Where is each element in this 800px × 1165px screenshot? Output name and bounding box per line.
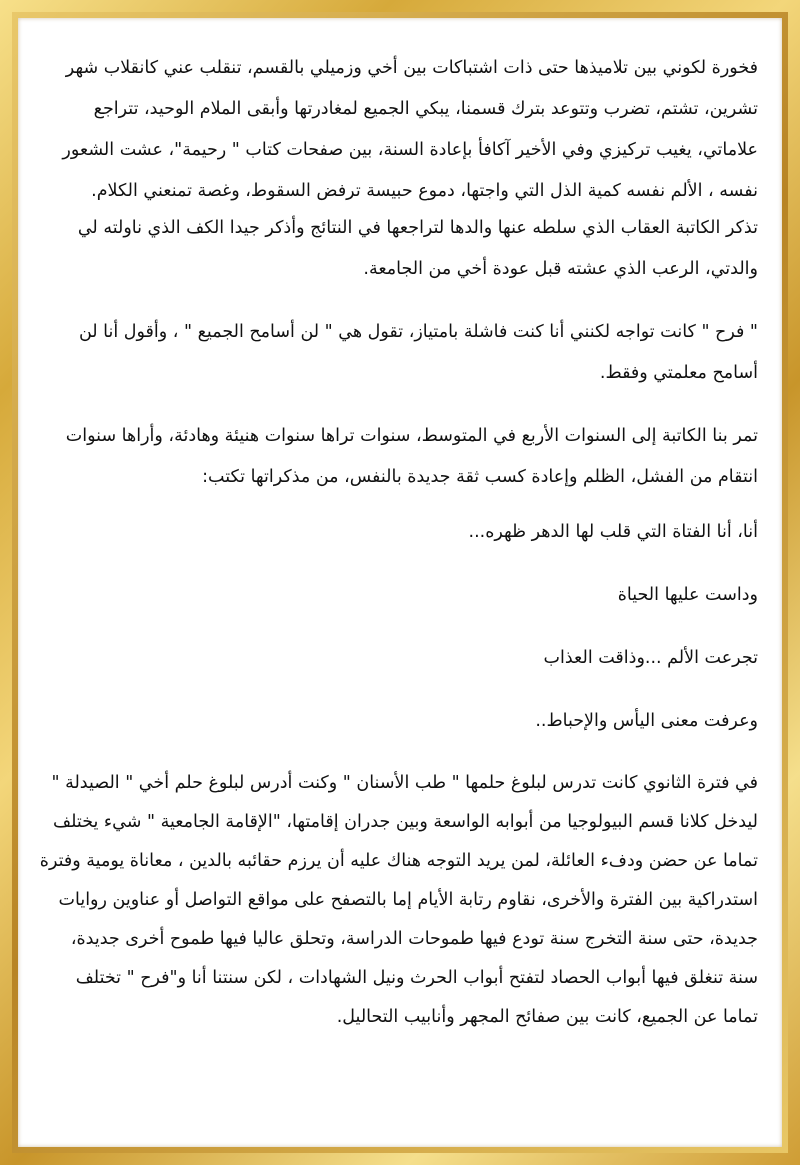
poem-line-1: أنا، أنا الفتاة التي قلب لها الدهر ظهره... bbox=[468, 522, 758, 542]
poem-line-2: وداست عليها الحياة bbox=[617, 585, 758, 605]
document-text bbox=[38, 48, 758, 1037]
page bbox=[18, 18, 782, 1147]
paragraph-5: في فترة الثانوي كانت تدرس لبلوغ حلمها " طب الأسنان " وكنت أدرس لبلوغ حلم أخي " الصيدلة " ليدخل كلانا قسم البيولوجيا من أبوابه الواسعة وبين جدران إقامتها، "الإقامة الجامعية " شيء يختلف تماما عن حضن ودفء العائلة، لمن يريد التوجه هناك عليه أن يرزم حقائبه بالدين ، معاناة يومية وفترة استدراكية بين الفترة والأخرى، نقاوم رتابة الأيام إما بالتصفح على مواقع التواصل أو عناوين روايات جديدة، حتى سنة التخرج سنة تودع فيها طموحات الدراسة، وتحلق عاليا فيها طموح أخرى جديدة، سنة تنغلق فيها أبواب الحصاد لتفتح أبواب الحرث ونيل الشهادات ، لكن سنتنا أنا و"فرح " تختلف تماما عن الجميع، كانت بين صفائح المجهر وأنابيب التحاليل. bbox=[39, 773, 758, 1027]
paragraph-2: تذكر الكاتبة العقاب الذي سلطه عنها والدها لتراجعها في النتائج وأذكر جيدا الكف الذي ناولته لي والدتي، الرعب الذي عشته قبل عودة أخي من الجامعة. bbox=[77, 218, 758, 279]
paragraph-3: " فرح " كانت تواجه لكنني أنا كنت فاشلة بامتياز، تقول هي " لن أسامح الجميع " ، وأقول أنا لن أسامح معلمتي وفقط. bbox=[78, 322, 758, 383]
poem-line-3: تجرعت الألم ...وذاقت العذاب bbox=[543, 648, 758, 668]
paragraph-4: تمر بنا الكاتبة إلى السنوات الأربع في المتوسط، سنوات تراها سنوات هنيئة وهادئة، وأراها سنوات انتقام من الفشل، الظلم وإعادة كسب ثقة جديدة بالنفس، من مذكراتها تكتب: bbox=[65, 426, 758, 487]
poem-line-4: وعرفت معنى اليأس والإحباط.. bbox=[535, 711, 758, 731]
paragraph-1: فخورة لكوني بين تلاميذها حتى ذات اشتباكات بين أخي وزميلي بالقسم، تنقلب عني كانقلاب شهر تشرين، تشتم، تضرب وتتوعد بترك قسمنا، يبكي الجميع لمغادرتها وأبقى الملام الوحيد، تتراجع علاماتي، يغيب تركيزي وفي الأخير آكافأ بإعادة السنة، بين صفحات كتاب " رحيمة"، عشت الشعور نفسه ، الألم نفسه كمية الذل التي واجتها، دموع حبيسة ترفض السقوط، وغصة تمنعني الكلام. bbox=[62, 58, 758, 201]
